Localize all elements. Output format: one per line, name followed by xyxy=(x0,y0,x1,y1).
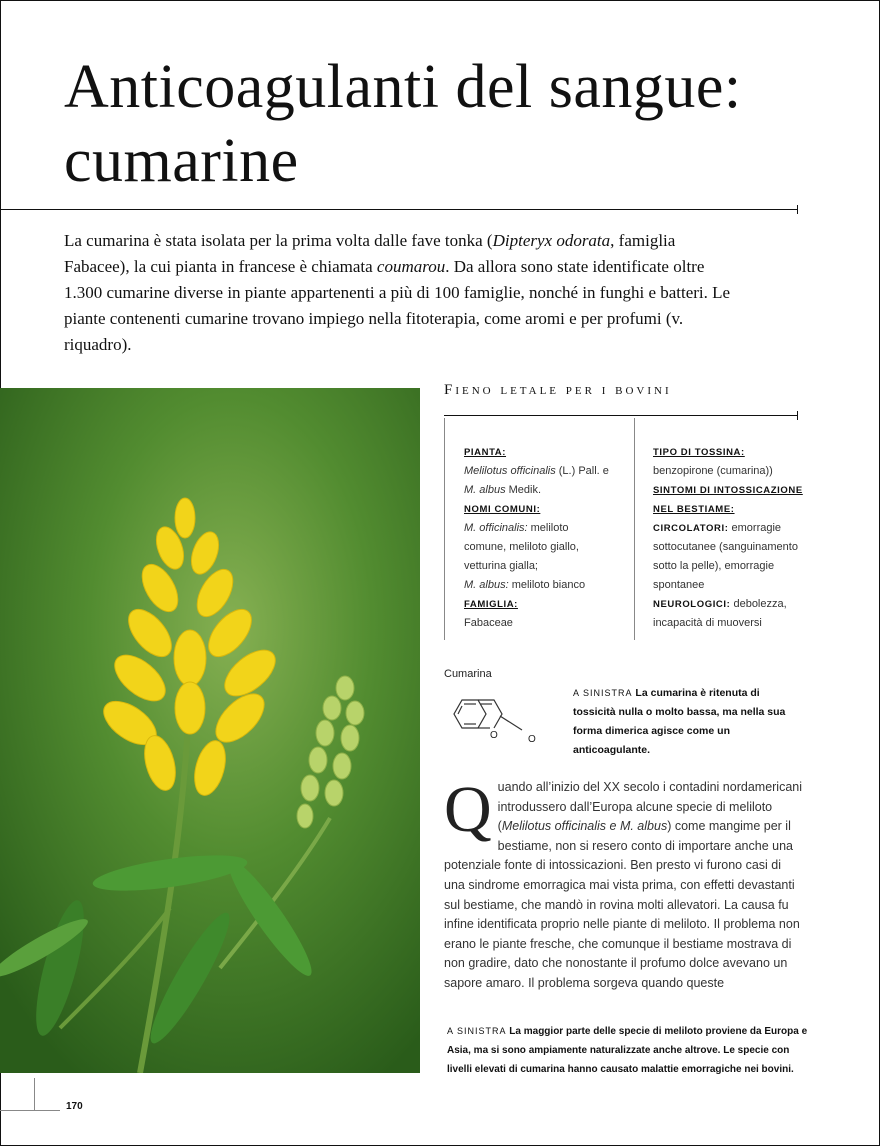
atom-o-carbonyl: O xyxy=(528,734,536,745)
title-line-1: Anticoagulanti del sangue: xyxy=(64,53,742,121)
nomi-line-4: M. albus: meliloto bianco xyxy=(464,579,586,591)
intro-coumarou: coumarou xyxy=(376,257,446,276)
nomi-line-2: comune, meliloto giallo, xyxy=(464,541,579,553)
intro-text-2: , famiglia Fabacee), la cui pianta in francese è chiamata xyxy=(64,231,676,276)
pianta-line-2: M. albus Medik. xyxy=(464,484,542,496)
intro-text-1: La cumarina è stata isolata per la prima volta dalle fave tonka ( xyxy=(64,231,493,250)
box-heading-rule xyxy=(444,415,798,416)
box-right-column xyxy=(653,443,813,633)
pianta-label: PIANTA: xyxy=(464,447,507,458)
circ-line-2: sottocutanee (sanguinamento xyxy=(653,541,798,553)
box-left-border xyxy=(444,418,445,640)
box-middle-border xyxy=(634,418,635,640)
title-rule-end xyxy=(797,205,798,214)
famiglia-label: FAMIGLIA: xyxy=(464,599,518,610)
nomi-label: NOMI COMUNI: xyxy=(464,504,541,515)
intro-species: Dipteryx odorata xyxy=(492,231,611,250)
caption-bottom: A SINISTRA La maggior parte delle specie di meliloto proviene da Europa e Asia, ma si sono ampiamente naturalizzate anche altrove. Le specie con livelli elevati di cumarina hanno causato malattie emorragiche nei bovini. xyxy=(447,1026,808,1075)
famiglia-value: Fabaceae xyxy=(464,617,513,629)
circ-line-4: spontanee xyxy=(653,579,705,591)
neuro-line-1: NEUROLOGICI: debolezza, xyxy=(653,598,787,610)
melilot-photo xyxy=(0,388,420,1073)
intro-text-3: . Da allora sono state identificate oltre 1.300 cumarine diverse in piante appartenenti a più di 100 famiglie, nonché in funghi e batteri. Le piante contenenti cumarine trovano impiego nella fitoterapia, come aromi e per profumi (v. riquadro). xyxy=(64,257,731,354)
sintomi-label-1: SINTOMI DI INTOSSICAZIONE xyxy=(653,485,803,496)
footer-tick xyxy=(34,1078,35,1110)
title-line-2: cumarine xyxy=(64,127,299,195)
box-heading: Fieno letale per i bovini xyxy=(444,382,672,398)
tipo-value: benzopirone (cumarina)) xyxy=(653,465,773,477)
circ-line-1: CIRCOLATORI: emorragie xyxy=(653,522,782,534)
page-title xyxy=(64,50,742,198)
structure-label: Cumarina xyxy=(444,668,492,680)
caption-top: A SINISTRA La cumarina è ritenuta di tossicità nulla o molto bassa, ma nella sua forma dimerica agisce come un anticoagulante. xyxy=(573,687,786,756)
atom-o-ring: O xyxy=(490,730,498,741)
footer-rule xyxy=(0,1110,60,1111)
body-text: Quando all’inizio del XX secolo i contadini nordamericani introdussero dall’Europa alcune specie di meliloto (Melilotus officinalis e M. albus) come mangime per il bestiame, non si resero conto di importare anche una potenziale fonte di intossicazioni. Ben presto vi furono casi di una sindrome emorragica mai vista prima, con effetti devastanti sul bestiame, che mandò in rovina molti allevatori. La causa fu infine identificata proprio nelle piante di meliloto. Il problema non erano le piante fresche, che comunque il bestiame mostrava di non gradire, dato che nonostante il profumo dolce avevano un sapore amaro. Il problema sorgeva quando queste xyxy=(444,773,803,990)
pianta-line-1: Melilotus officinalis (L.) Pall. e xyxy=(464,465,609,477)
coumarin-structure xyxy=(444,692,554,752)
title-rule xyxy=(0,209,798,210)
drop-cap: Q xyxy=(444,773,492,846)
page-number: 170 xyxy=(66,1101,83,1112)
neuro-line-2: incapacità di muoversi xyxy=(653,617,762,629)
tipo-label: TIPO DI TOSSINA: xyxy=(653,447,745,458)
circ-line-3: sotto la pelle), emorragie xyxy=(653,560,775,572)
nomi-line-1: M. officinalis: meliloto xyxy=(464,522,569,534)
box-heading-rule-end xyxy=(797,411,798,420)
nomi-line-3: vetturina gialla; xyxy=(464,560,538,572)
intro-paragraph xyxy=(64,228,744,358)
melilot-illustration xyxy=(0,388,420,1073)
sintomi-label-2: NEL BESTIAME: xyxy=(653,504,735,515)
box-left-column xyxy=(464,443,629,633)
